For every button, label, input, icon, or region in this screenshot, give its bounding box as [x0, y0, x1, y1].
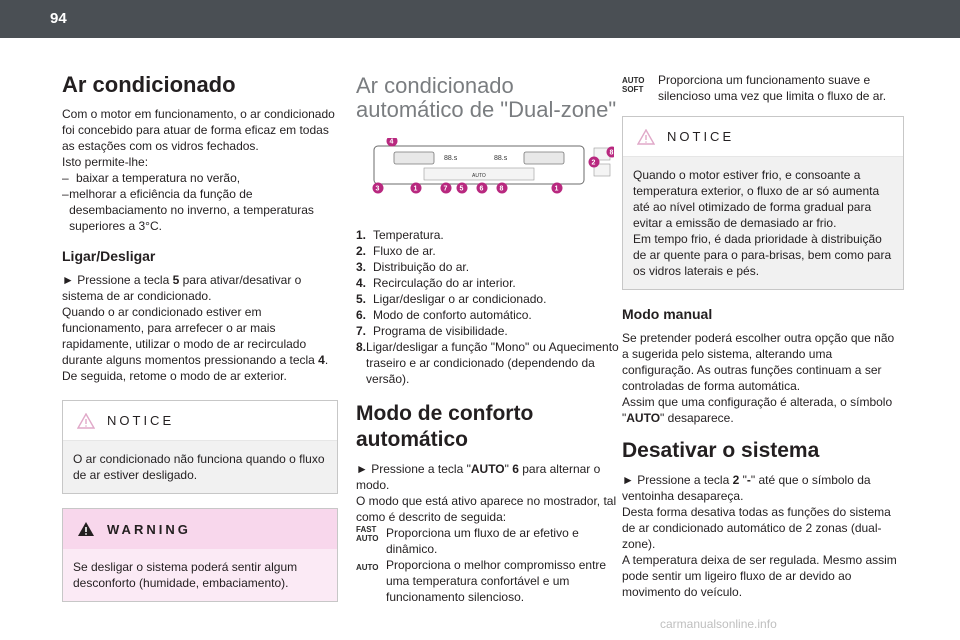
column-1	[62, 72, 338, 602]
legend-item	[356, 275, 624, 291]
text-run: "	[739, 473, 747, 487]
key-ref: -	[746, 473, 751, 487]
notice-box	[62, 400, 338, 494]
warning-triangle-icon	[77, 413, 95, 429]
mode-auto-soft	[622, 72, 904, 104]
notice-header	[623, 117, 903, 157]
climate-control-panel-illustration	[364, 138, 614, 198]
legend-item	[356, 339, 624, 387]
text-run: para ativar/desativar o sistema de ar condicionado. Quando o ar condicionado estiver em funcionamento, para arrefecer o ar mais rapidamente, utilizar o modo de ar recirculado durante alguns momentos pressionando a tecla	[62, 273, 315, 367]
auto-comfort-text	[356, 461, 624, 525]
legend-text: Ligar/desligar o ar condicionado.	[373, 292, 547, 306]
section-title-deactivate: Desativar o sistema	[622, 439, 820, 462]
page-number: 94	[50, 10, 67, 27]
section-title-air-conditioning: Ar condicionado	[62, 72, 236, 97]
legend-text: Modo de conforto automático.	[373, 308, 532, 322]
legend-number: 5.	[356, 292, 367, 306]
key-ref: 5	[172, 273, 180, 287]
mode-auto	[356, 557, 624, 605]
warning-title: WARNING	[107, 521, 191, 537]
legend-item	[356, 259, 624, 275]
manual-text	[622, 330, 904, 426]
callout-1: 1	[413, 185, 418, 193]
controls-legend-list	[356, 227, 624, 387]
bullet-item: – baixar a temperatura no verão,	[62, 171, 241, 185]
callout-2: 2	[591, 159, 596, 167]
key-ref: 2	[732, 473, 740, 487]
notice-body: O ar condicionado não funciona quando o fluxo de ar estiver desligado.	[63, 441, 337, 493]
callout-5: 5	[459, 185, 464, 193]
key-ref: AUTO	[626, 411, 661, 425]
warning-filled-icon	[77, 521, 95, 537]
bullet-text: melhorar a eficiência da função de desembaciamento no inverno, a temperaturas superiores a 3°C.	[69, 187, 314, 233]
subsection-title-on-off: Ligar/Desligar	[62, 248, 156, 264]
text-run: ► Pressione a tecla	[62, 273, 173, 287]
bullet-item: – melhorar a eficiência da função de desembaciamento no inverno, a temperaturas superiores a 3°C.	[62, 186, 338, 234]
fast-auto-icon: FAST AUTO	[356, 525, 379, 543]
legend-number: 4.	[356, 276, 367, 290]
key-ref: AUTO	[470, 462, 505, 476]
legend-text: Fluxo de ar.	[373, 244, 436, 258]
text-run: Se pretender poderá escolher outra opção que não a sugerida pelo sistema, alterando uma configuração. As outras funções continuam a ser controladas de forma automática. Assim que uma configuração é alterada, o símbolo "	[622, 331, 895, 425]
auto-icon: AUTO	[356, 563, 379, 572]
warning-box	[62, 508, 338, 602]
warning-triangle-icon	[637, 129, 655, 145]
callout-1b: 1	[554, 185, 559, 193]
text-run: " desaparece.	[660, 411, 734, 425]
legend-text: Ligar/desligar a função "Mono" ou Aquecimento traseiro e ar condicionado (dependendo da versão).	[366, 340, 619, 386]
section-title-auto-comfort: Modo de conforto automático	[356, 402, 534, 451]
callout-3: 3	[375, 185, 380, 193]
callout-4: 4	[389, 138, 394, 146]
bullet-text: baixar a temperatura no verão,	[76, 171, 241, 185]
legend-number: 6.	[356, 308, 367, 322]
text-run: "	[504, 462, 513, 476]
auto-key-label: AUTO	[472, 173, 486, 179]
notice-header	[63, 401, 337, 441]
warning-body: Se desligar o sistema poderá sentir algum desconforto (humidade, embaciamento).	[63, 549, 337, 601]
text-run: ► Pressione a tecla	[622, 473, 733, 487]
key-ref: 6	[512, 462, 519, 476]
on-off-text	[62, 272, 338, 384]
mode-description: Proporciona o melhor compromisso entre uma temperatura confortável e um funcionamento silencioso.	[386, 558, 607, 604]
subsection-title-manual: Modo manual	[622, 306, 713, 322]
legend-text: Distribuição do ar.	[373, 260, 470, 274]
watermark: carmanualsonline.info	[660, 617, 777, 631]
mode-description: Proporciona um fluxo de ar efetivo e dinâmico.	[386, 526, 579, 556]
mode-fast-auto	[356, 525, 624, 557]
callout-7: 7	[443, 185, 448, 193]
column-2	[356, 74, 624, 605]
callout-8: 8	[609, 149, 614, 157]
key-ref: 4	[318, 353, 325, 367]
notice-title: NOTICE	[667, 129, 735, 144]
legend-number: 3.	[356, 260, 367, 274]
mode-description: Proporciona um funcionamento suave e silencioso uma vez que limita o fluxo de ar.	[658, 73, 887, 103]
intro-text: Com o motor em funcionamento, o ar condicionado foi concebido para atuar de forma eficaz em todas as estações com os vidros fechados. Isto permite-lhe:	[62, 107, 335, 169]
notice-body: Quando o motor estiver frio, e consoante a temperatura exterior, o fluxo de ar só aumenta até ao nível otimizado de forma gradual para evitar a emissão de demasiado ar frio. Em tempo frio, é dada prioridade à distribuição de ar quente para o para-brisas, bem como para os vidros laterais e pés.	[623, 157, 903, 289]
legend-item	[356, 227, 624, 243]
notice-box	[622, 116, 904, 290]
text-run: para alternar o modo. O modo que está ativo aparece no mostrador, tal como é descrito de seguida:	[356, 462, 617, 524]
section-title-dual-zone: Ar condicionado automático de "Dual-zone"	[356, 73, 617, 122]
text-run: ► Pressione a tecla "	[356, 462, 471, 476]
display-right: 88.s	[494, 155, 508, 162]
display-left: 88.s	[444, 155, 458, 162]
text-run: . De seguida, retome o modo de ar exterior.	[62, 353, 329, 383]
legend-number: 1.	[356, 228, 367, 242]
legend-item	[356, 243, 624, 259]
column-3	[622, 72, 904, 600]
legend-item	[356, 323, 624, 339]
notice-title: NOTICE	[107, 413, 175, 428]
auto-soft-icon: AUTO SOFT	[622, 76, 645, 94]
legend-number: 8.	[356, 340, 367, 354]
deactivate-text	[622, 472, 904, 600]
legend-item	[356, 291, 624, 307]
warning-header	[63, 509, 337, 549]
text-run: " até que o símbolo da ventoinha desapareça. Desta forma desativa todas as funções do sistema de ar condicionado automático de 2 zonas (dual-zone). A temperatura deixa de ser regulada. Mesmo assim pode sentir um ligeiro fluxo de ar devido ao movimento do veículo.	[622, 473, 897, 599]
legend-item	[356, 307, 624, 323]
legend-text: Temperatura.	[373, 228, 444, 242]
page-header-bar	[0, 0, 960, 38]
callout-8b: 8	[499, 185, 504, 193]
legend-text: Recirculação do ar interior.	[373, 276, 516, 290]
legend-number: 7.	[356, 324, 367, 338]
legend-number: 2.	[356, 244, 367, 258]
callout-6: 6	[479, 185, 484, 193]
legend-text: Programa de visibilidade.	[373, 324, 508, 338]
